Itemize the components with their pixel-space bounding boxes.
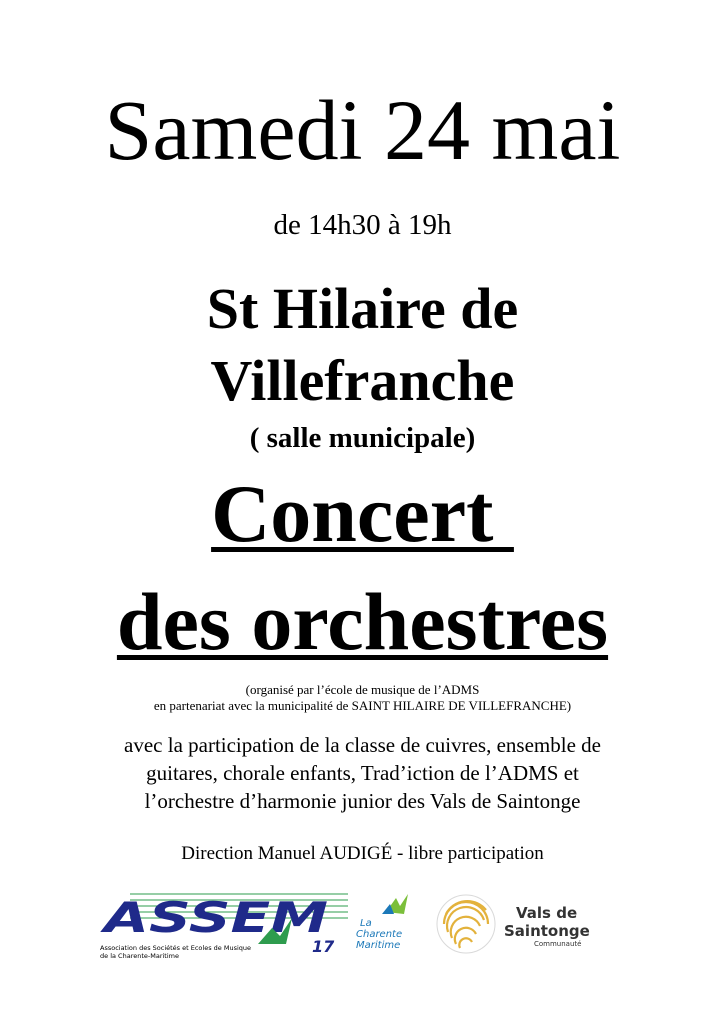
vals-line1: Vals de [516,904,578,922]
participation-line1: avec la participation de la classe de cuivres, ensemble de [124,733,601,757]
assem-wordmark: ASSEM [99,893,328,942]
assem-number: 17 [312,937,335,956]
assem-logo-graphic [90,888,352,964]
vals-line2: Saintonge [504,922,590,940]
concert-title-line2: des orchestres [116,576,609,667]
event-time: de 14h30 à 19h [273,209,452,241]
organizer-line2: en partenariat avec la municipalité de SAINT HILAIRE DE VILLEFRANCHE) [153,698,572,713]
charente-line2: Charente [356,929,403,940]
participation-line2: guitares, chorale enfants, Trad’iction de l’ADMS et [146,761,579,785]
concert-title-line1: Concert [211,468,514,559]
charente-line3: Maritime [356,940,401,951]
participation-line3: l’orchestre d’harmonie junior des Vals de Saintonge [144,789,581,813]
vals-de-saintonge-graphic [434,884,604,964]
event-place-line1: St Hilaire de [206,276,519,341]
vals-de-saintonge-logo [434,884,604,964]
direction-line: Direction Manuel AUDIGÉ - libre participation [181,843,544,864]
assem-logo [90,888,352,964]
fingerprint-icon [437,895,495,953]
charente-maritime-graphic [352,890,414,960]
event-venue: ( salle municipale) [249,422,476,454]
event-date: Samedi 24 mai [104,82,621,178]
event-place-line2: Villefranche [210,348,515,413]
organizer-line1: (organisé par l’école de musique de l’ADMS [245,682,480,697]
assem-caption-line2: de la Charente-Maritime [100,952,179,960]
assem-caption-line1: Association des Sociétés et Ecoles de Musique [100,944,252,952]
charente-line1: La [360,918,372,929]
vals-line3: Communauté [534,940,582,948]
charente-maritime-logo [352,890,414,960]
